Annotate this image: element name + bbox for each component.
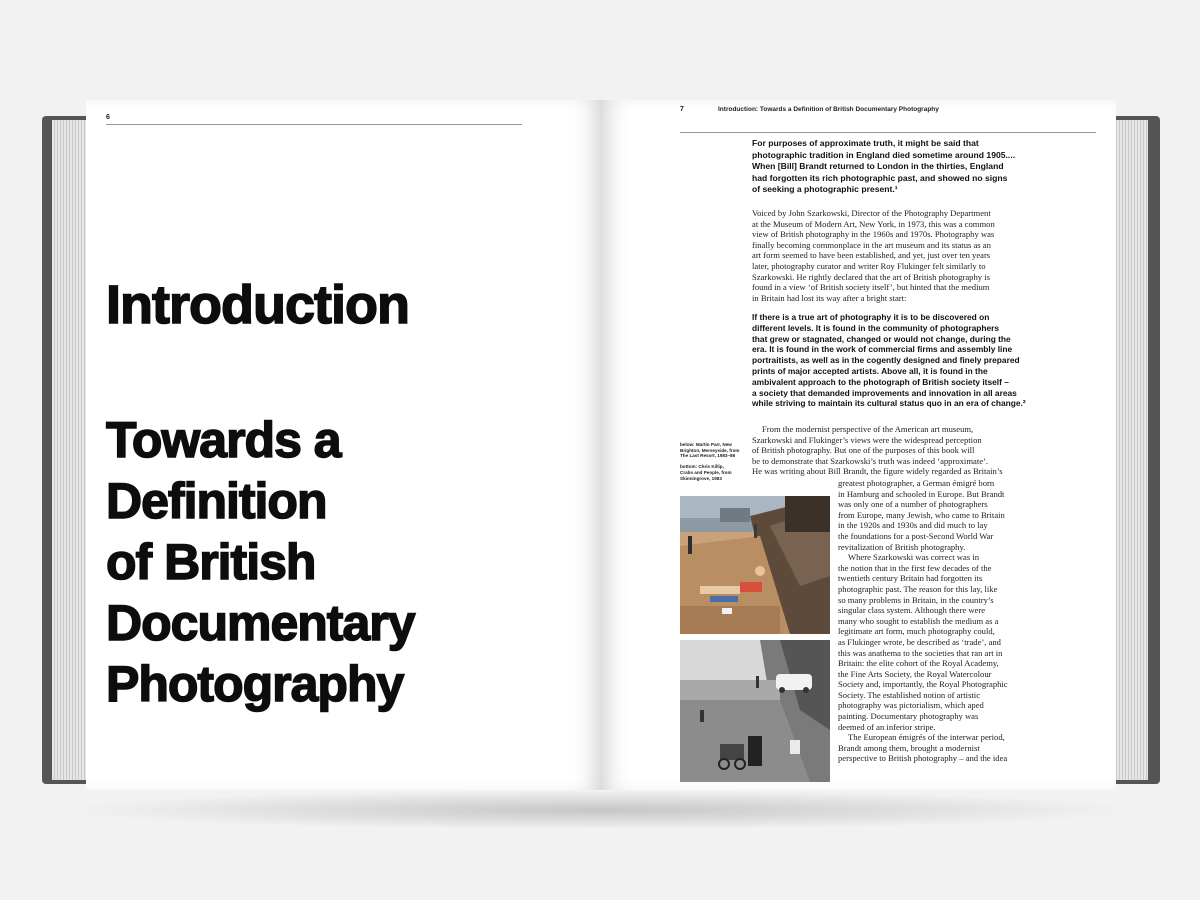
left-page (86, 100, 602, 790)
body-line: later, photography curator and writer Roy Flukinger felt similarly to (752, 260, 986, 271)
chapter-title-line: Towards a (106, 412, 341, 468)
body-line: at the Museum of Modern Art, New York, in 1973, this was a common (752, 218, 995, 229)
quote-line: that grew or stagnated, changed or would not change, during the (752, 333, 1011, 344)
book-shadow (60, 790, 1140, 830)
body-line: From the modernist perspective of the American art museum, (762, 424, 974, 434)
caption-line: below: Martin Parr, New (680, 442, 732, 447)
body-line: The European émigrés of the interwar period, (848, 732, 1005, 743)
quote-line: a society that demanded improvements and innovation in all areas (752, 387, 1017, 398)
body-line: twentieth century Britain had forgotten its (838, 573, 983, 584)
body-paragraph-1 (752, 208, 995, 303)
body-line: photographic past. The reason for this lay, like (838, 583, 998, 594)
running-head: Introduction: Towards a Definition of British Documentary Photography (718, 106, 939, 113)
chapter-title-line: Documentary (106, 595, 415, 651)
caption-line: bottom: Chris Killip, (680, 464, 724, 470)
quote-line: portraitists, as well as in the cogently designed and finely prepared (752, 355, 1020, 366)
body-line: from Europe, many Jewish, who came to Britain (838, 509, 1005, 520)
body-line: many who sought to establish the medium as a (838, 615, 999, 626)
chapter-title-line: Definition (106, 473, 327, 529)
beach-scene-image (680, 496, 830, 634)
body-line: the Fine Arts Society, the Royal Watercolour (838, 668, 992, 679)
body-line: so many problems in Britain, in the country’s (838, 594, 994, 605)
quote-line: of seeking a photographic present.¹ (752, 184, 898, 195)
body-line: the foundations for a post-Second World War (838, 530, 994, 541)
body-line: He was writing about Bill Brandt, the figure widely regarded as Britain’s (752, 466, 1003, 477)
body-line: Szarkowski and Flukinger’s views were the widespread perception (752, 434, 982, 445)
quote-line: had forgotten its rich photographic past, and showed no signs (752, 172, 1008, 183)
quote-line: different levels. It is found in the community of photographers (752, 322, 1000, 333)
body-line: finally becoming commonplace in the art museum and its status as an (752, 239, 991, 250)
body-line: be to demonstrate that Szarkowski’s truth was indeed ‘approximate’. (752, 455, 989, 466)
body-line: view of British photography in the 1960s and 1970s. Photography was (752, 229, 995, 240)
body-line: Society and, importantly, the Royal Photographic (838, 679, 1008, 690)
body-line: Where Szarkowski was correct was in (848, 552, 980, 563)
body-line: Szarkowski. He rightly declared that the art of British photography is (752, 271, 990, 282)
photo-caption (680, 442, 739, 481)
quote-line: If there is a true art of photography it is to be discovered on (752, 312, 990, 322)
body-line: art form seemed to have been established, and yet, just over ten years (752, 250, 991, 261)
coast-scene-image (680, 640, 830, 782)
quote-line: For purposes of approximate truth, it might be said that (752, 138, 979, 148)
body-line: legitimate art form, much photography could, (838, 626, 995, 637)
left-folio: 6 (106, 114, 110, 121)
quote-line: prints of major accepted artists. Above all, it is found in the (752, 365, 988, 376)
body-line: Society. The established notion of artistic (838, 689, 981, 700)
caption-line: Brighton, Merseyside, from (680, 447, 740, 453)
block-quote (752, 312, 1026, 409)
caption-line: The Last Resort, 1983–86 (680, 453, 736, 459)
chapter-title (106, 410, 576, 715)
body-line: found in a view ‘of British society itself’, but hinted that the medium (752, 282, 990, 293)
body-line: perspective to British photography – and the idea (838, 753, 1008, 764)
quote-line: When [Bill] Brandt returned to London in the thirties, England (752, 161, 1004, 172)
right-folio: 7 (680, 106, 684, 113)
body-line: Britain: the elite cohort of the Royal Academy, (838, 658, 999, 669)
caption-line: Skinningrove, 1983 (680, 475, 722, 481)
right-page (600, 100, 1116, 790)
opening-quote (752, 138, 1015, 196)
body-line: painting. Documentary photography was (838, 711, 979, 722)
body-line: Voiced by John Szarkowski, Director of the Photography Department (752, 208, 991, 218)
quote-line: era. It is found in the work of commercial firms and assembly line (752, 344, 1013, 355)
photo-martin-parr (680, 496, 830, 634)
quote-line: photographic tradition in England died sometime around 1905.... (752, 149, 1016, 160)
body-line: greatest photographer, a German émigré born (838, 478, 995, 488)
body-line: photography was pictorialism, which aped (838, 700, 984, 711)
chapter-heading: Introduction (106, 275, 409, 335)
chapter-title-line: Photography (106, 656, 404, 712)
body-line: this was anathema to the societies that ran art in (838, 647, 1003, 658)
body-line: in Britain had lost its way after a bright start: (752, 292, 907, 303)
caption-line: Crabs and People, from (680, 469, 732, 475)
body-line: the notion that in the first few decades of the (838, 562, 992, 573)
body-paragraph-2-continued (838, 478, 1008, 764)
right-header-rule (680, 132, 1096, 133)
body-line: revitalization of British photography. (838, 541, 966, 552)
body-line: deemed of an inferior stripe. (838, 721, 936, 732)
body-line: as Flukinger wrote, be described as ‘trade’, and (838, 636, 1001, 647)
quote-line: while striving to maintain its cultural status quo in an era of change.² (752, 398, 1026, 409)
left-header-rule (106, 124, 522, 125)
body-line: of British photography. But one of the purposes of this book will (752, 445, 975, 456)
body-paragraph-2 (752, 424, 1003, 477)
body-line: in Hamburg and schooled in Europe. But Brandt (838, 488, 1005, 499)
body-line: singular class system. Although there were (838, 605, 986, 616)
quote-line: ambivalent approach to the photograph of British society itself – (752, 376, 1009, 387)
body-line: Brandt among them, brought a modernist (838, 742, 980, 753)
photo-chris-killip (680, 640, 830, 782)
body-line: was only one of a number of photographers (838, 499, 988, 510)
chapter-title-line: of British (106, 534, 316, 590)
body-line: in the 1920s and 1930s and did much to lay (838, 520, 988, 531)
